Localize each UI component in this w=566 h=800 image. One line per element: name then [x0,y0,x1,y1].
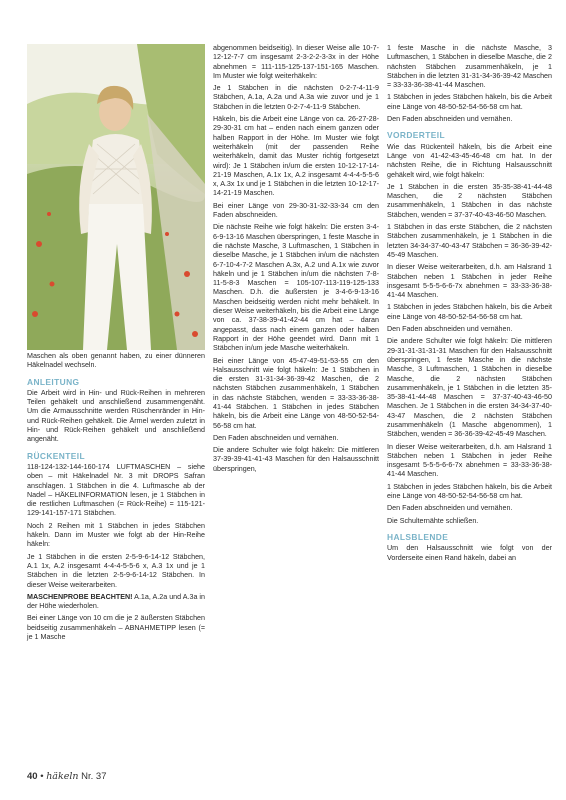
page-number: 40 [27,771,38,782]
paragraph: Den Faden abschneiden und vernähen. [387,325,513,334]
paragraph: Die andere Schulter wie folgt häkeln: Die mittleren 29-31-31-31-31-31 Maschen für den Halsausschnitt überspringen, 1 feste Masche in die nächste Masche, 3 Luftmaschen, 1 Stäbchen in dieselbe Masche, die 2 nächsten Stäbchen zusammenhäkeln, je 1 Stäbchen in die letzten 35-35-38-41-44-48 Maschen = 37-37-40-43-46-50 Maschen. Je 1 Stäbchen in die ersten 34-34-37-40-43-47 Maschen, die 2 nächsten Stäbchen zusammenhäkeln (1 Masche abgenommen), 1 Stäbchen, wenden = 36-36-39-42-45-49 Maschen. [387,337,552,439]
paragraph: Die Arbeit wird in Hin- und Rück-Reihen in mehreren Teilen gehäkelt und anschließend zusammengenäht. Um die Armausschnitte werden Rüschenränder in Hin- und Rück-Reihen gehäkelt. Die Ärmel werden zuletzt in Hin- und Rück-Reihen gehäkelt und anschließend angenäht. [27,388,205,444]
text-column-1 [27,352,205,645]
paragraph: Die Schulternähte schließen. [387,516,479,525]
paragraph [27,593,205,612]
paragraph: 1 feste Masche in die nächste Masche, 3 Luftmaschen, 1 Stäbchen in dieselbe Masche, die 2 nächsten Stäbchen zusammenhäkeln, je 1 Stäbchen in die letzten 31-31-34-36-39-42 Maschen = 33-33-36-38-41-44 Maschen. [387,44,552,90]
paragraph: Häkeln, bis die Arbeit eine Länge von ca. 26-27-28-29-30-31 cm hat – enden nach einem ganzen oder halben Rapport in der Höhe. Im Muster wie folgt weiterhäkeln (mit der passenden Reihe weiterhäkeln, damit das Muster richtig fortgesetzt wird): Je 1 Stäbchen in/um die ersten 10-12-17-14-21-19 Maschen, A.1x 1x, A.2 insgesamt 4-4-4-5-5-6 x, A.3x 1x und je 1 Stäbchen in die letzten 10-12-17-14-21-19 Maschen. [213,115,379,198]
model-photo [27,44,205,350]
paragraph: Je 1 Stäbchen in die ersten 2-5-9-6-14-12 Stäbchen, A.1 1x, A.2 insgesamt 4-4-4-5-5-6 x, A.3 1x und je 1 Stäbchen in die letzten 2-5-9-6-14-12 Stäbchen. In dieser Weise weiterarbeiten. [27,552,205,589]
intro-text: Maschen als oben genannt haben, zu einer dünneren Häkelnadel wechseln. [27,352,205,370]
text-column-2 [213,44,379,477]
paragraph: Wie das Rückenteil häkeln, bis die Arbeit eine Länge von 41-42-43-45-46-48 cm hat. In der nächsten Reihe, die in Richtung Halsausschnitt gehäkelt wird, wie folgt häkeln: [387,142,552,179]
paragraph: 1 Stäbchen in das erste Stäbchen, die 2 nächsten Stäbchen zusammenhäkeln, je 1 Stäbchen in die letzten 34-34-37-40-43-47 Stäbchen = 36-36-39-42-45-49 Maschen. [387,223,552,259]
separator-dot: • [40,771,44,782]
model-photo-illustration [27,44,205,350]
paragraph: Die andere Schulter wie folgt häkeln: Die mittleren 37-39-39-41-41-43 Maschen für den Halsausschnitt überspringen, [213,446,379,473]
paragraph: abgenommen beidseitig). In dieser Weise alle 10-7-12-12-7-7 cm insgesamt 2-3-2-2-3-3x in der Höhe abnehmen = 111-115-125-137-151-165 Maschen. Im Muster wie folgt weiterhäkeln: [213,44,379,80]
paragraph: 1 Stäbchen in jedes Stäbchen häkeln, bis die Arbeit eine Länge von 48-50-52-54-56-58 cm hat. [387,303,552,321]
paragraph: Bei einer Länge von 45-47-49-51-53-55 cm den Halsausschnitt wie folgt häkeln: Je 1 Stäbchen in die ersten 31-31-34-36-39-42 Maschen, die 2 nächsten Stäbchen zusammenhäkeln, 1 Stäbchen in das nächste Stäbchen, wenden = 33-33-36-38-41-44 Stäbchen. 1 Stäbchen in jedes Stäbchen häkeln, bis die Arbeit eine Länge von 48-50-52-54-56-58 cm hat. [213,356,379,430]
heading-vorderteil: VORDERTEIL [387,130,445,141]
paragraph: Die nächste Reihe wie folgt häkeln: Die ersten 3-4-6-9-13-16 Maschen überspringen, 1 feste Masche in die nächste Masche, 3 Luftmaschen, 1 Stäbchen in dieselbe Masche, je 1 Stäbchen in/um die nächsten 6-7-10-4-7-2 Maschen A.3x, A.2 und A.1x wie zuvor häkeln und je 1 Stäbchen in/um die nächsten 7-8-11-5-8-3 Maschen = 105-107-113-119-125-133 Maschen. D.h. die äußersten je 3-4-6-9-13-16 Maschen beidseitig werden nicht mehr behäkelt. In dieser Weise weiterhäkeln, bis die Arbeit eine Länge von ca. 37-38-39-41-42-44 cm hat – daran angepasst, dass nach einem ganzen oder halben Rapport in der Höhe geendet wird. Dann mit 1 Stäbchen in/um jede Masche weiterhäkeln. [213,223,379,353]
paragraph: 118-124-132-144-160-174 LUFTMASCHEN – siehe oben – mit Häkelnadel Nr. 3 mit DROPS Safran anschlagen. 1 Stäbchen in die 4. Luftmasche ab der Nadel – HÄKELINFORMATION lesen, je 1 Stäbchen in die restlichen Luftmaschen (= Rück-Reihe) = 115-121-129-141-157-171 Stäbchen. [27,462,205,518]
bold-note: MASCHENPROBE BEACHTEN! [27,592,133,601]
note-text: A.1a, A.2a und A.3a in der Höhe wiederholen. [27,592,205,611]
paragraph: 1 Stäbchen in jedes Stäbchen häkeln, bis die Arbeit eine Länge von 48-50-52-54-56-58 cm hat. [387,93,552,111]
magazine-brand: häkeln [46,771,79,782]
text-column-3 [387,44,552,566]
paragraph: Bei einer Länge von 10 cm die je 2 äußersten Stäbchen beidseitig zusammenhäkeln – ABNAHMETIPP lesen (= je 1 Masche [27,614,205,642]
paragraph: In dieser Weise weiterarbeiten, d.h. am Halsrand 1 Stäbchen neben 1 Stäbchen in jeder Reihe insgesamt 5-5-5-6-6-7x abnehmen = 33-33-36-38-41-44 Maschen. [387,263,552,300]
paragraph: Bei einer Länge von 29-30-31-32-33-34 cm den Faden abschneiden. [213,201,379,220]
paragraph: Je 1 Stäbchen in die ersten 35-35-38-41-44-48 Maschen, die 2 nächsten Stäbchen zusammenhäkeln, 1 Stäbchen in das nächste Stäbchen, wenden = 37-37-40-43-46-50 Maschen. [387,182,552,219]
paragraph: Den Faden abschneiden und vernähen. [213,433,339,442]
heading-anleitung: ANLEITUNG [27,376,80,387]
page-footer [27,771,107,782]
paragraph: Noch 2 Reihen mit 1 Stäbchen in jedes Stäbchen häkeln. Dann im Muster wie folgt ab der Hin-Reihe häkeln: [27,521,205,549]
paragraph: Den Faden abschneiden und vernähen. [387,504,513,513]
paragraph: Den Faden abschneiden und vernähen. [387,115,513,124]
paragraph: 1 Stäbchen in jedes Stäbchen häkeln, bis die Arbeit eine Länge von 48-50-52-54-56-58 cm hat. [387,482,552,501]
heading-halsblende: HALSBLENDE [387,531,449,542]
paragraph: In dieser Weise weiterarbeiten, d.h. am Halsrand 1 Stäbchen neben 1 Stäbchen in jeder Reihe insgesamt 5-5-5-6-6-7x abnehmen = 33-33-36-38-41-44 Maschen. [387,442,552,479]
paragraph: Um den Halsausschnitt wie folgt von der Vorderseite einen Rand häkeln, dabei an [387,544,552,562]
issue-number: Nr. 37 [81,771,107,782]
heading-rueckenteil: RÜCKENTEIL [27,450,85,461]
paragraph: Je 1 Stäbchen in die nächsten 0-2-7-4-11-9 Stäbchen, A.1a, A.2a und A.3a wie zuvor und je 1 Stäbchen in die letzten 0-2-7-4-11-9 Stäbchen. [213,84,379,111]
